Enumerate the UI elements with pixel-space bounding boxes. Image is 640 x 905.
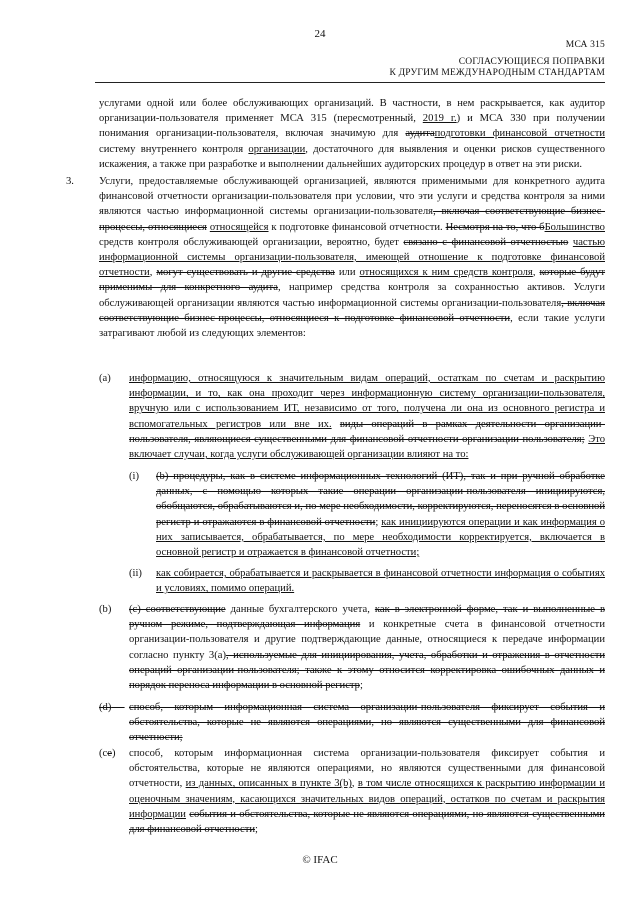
struck-text: аудита	[405, 128, 435, 140]
text-run: , например средства контроля за сохранностью активов. Услуги обслуживающей организации являются частью информационной системы организации-пользователя	[99, 282, 605, 309]
inserted-text: относящейся	[209, 221, 269, 233]
standard-code: МСА 315	[565, 40, 605, 50]
struck-text: способ, которым информационная система организации-пользователя фиксирует события и обстоятельства, которые не являются операциями, но являются существенными для финансовой отчетности;	[129, 702, 605, 744]
running-header	[389, 57, 605, 79]
paragraph-number: 3.	[66, 176, 74, 187]
struck-text: , используемые для инициирования, учета, обработки и отражения в отчетности операций организации-пользователя; также к этому относится корректировка ошибочных данных и порядок переноса информации в основной регистр	[129, 649, 605, 692]
sub-i-label: (i)	[129, 471, 139, 482]
page-number: 24	[314, 28, 326, 40]
item-a-text	[129, 371, 605, 462]
struck-text: ;	[581, 433, 585, 445]
inserted-text: подготовки финансовой отчетности	[434, 128, 605, 140]
text-run: , если такие услуги затрагивают любой из следующих элементов:	[99, 312, 605, 340]
text-run: , достаточного для выявления и оценки рисков существенного искажения, а также при разработке и выполнении дальнейших аудиторских процедур в ответ на эти риски.	[99, 143, 605, 170]
text-run	[332, 419, 340, 430]
text-run: систему внутреннего контроля	[99, 143, 249, 155]
text-run: к подготовке финансовой отчетности.	[268, 221, 446, 233]
text-run: ;	[255, 824, 258, 836]
struck-text: (b) процедуры, как в системе информационных технологий (ИТ), так и при ручной обработке данных, с помощью которых такие операции организации-пользователя инициируются, обобщаются, обрабатываются и, по мере необходимости, корректируются, переносятся в основной регистр и отражаются в финансовой отчетности	[156, 471, 605, 528]
item-d-label: (d) ---	[99, 702, 125, 713]
header-line-1: СОГЛАСУЮЩИЕСЯ ПОПРАВКИ	[458, 57, 605, 67]
item-b-text	[129, 602, 605, 693]
text-run: ;	[375, 516, 382, 528]
inserted-text: относящихся к ним средств контроля	[359, 267, 533, 279]
text-run: ,	[532, 267, 540, 279]
text-run: ,	[351, 778, 358, 790]
text-run: ) и МСА 330 при получении понимания организации-пользователя, включая значимую для	[99, 113, 605, 140]
header-line-2: К ДРУГИМ МЕЖДУНАРОДНЫМ СТАНДАРТАМ	[389, 68, 605, 78]
sub-ii-text	[156, 566, 605, 596]
struck-text: (c) соответствующие	[129, 604, 226, 615]
sub-ii-label: (ii)	[129, 568, 142, 579]
inserted-text: 2019 г.	[422, 113, 457, 125]
paragraph-3-text	[99, 174, 605, 341]
struck-text: события и обстоятельства, которые не являются операциями, но являются существенными для финансовой отчетности	[129, 808, 605, 836]
intro-paragraph	[99, 96, 605, 172]
struck-text: как в электронной форме, так и выполненные в ручном режиме, подтверждающая информация	[129, 604, 605, 631]
text-run: Услуги, предоставляемые обслуживающей организацией, являются применимыми для конкретного аудита финансовой отчетности организации-пользователя при условии, что эти услуги и средства контроля за ними являются частью информационной системы организации-пользователя	[99, 176, 605, 218]
inserted-text: Большинство	[544, 221, 605, 233]
item-d-text	[129, 700, 605, 746]
struck-text: Несмотря на то, что б	[445, 221, 545, 233]
copyright-footer: © IFAC	[302, 854, 338, 866]
struck-text: виды операций в рамках деятельности организации-пользователя, являющиеся существенными для финансовой отчетности организации-пользователя	[129, 418, 605, 445]
text-run: и конкретные счета в финансовой отчетности организации-пользователя и другие подтверждающие данные, относящиеся к передаче информации согласно пункту 3(a)	[129, 619, 605, 661]
struck-text: могут существовать и другие средства	[156, 267, 335, 279]
item-c-text	[129, 746, 605, 837]
struck-text: , включая соответствующие бизнес-процессы, относящиеся	[99, 206, 606, 233]
inserted-text: как инициируются операции и как информация о них записывается, обрабатывается, по мере необходимости корректируется, включается в основной регистр и отражается в финансовой отчетности;	[156, 516, 605, 559]
struck-text: связано с финансовой отчетностью	[403, 236, 569, 248]
inserted-text: частью информационной системы организации-пользователя, имеющей отношение к подготовке финансовой отчетности	[99, 236, 605, 279]
inserted-text: в том числе относящихся к раскрытию информации и оценочным значениям, касающихся значительных видов операций, остатков по счетам и раскрытия информации	[129, 778, 605, 820]
text-run: ,	[149, 267, 157, 279]
inserted-text: Это включает случаи, когда услуги обслуживающей организации влияют на то:	[129, 433, 605, 461]
text-run: или	[334, 267, 360, 279]
inserted-text: как собирается, обрабатывается и раскрывается в финансовой отчетности информация о событиях и условиях, помимо операций.	[156, 568, 605, 595]
item-c-label: (ce)	[99, 748, 116, 759]
text-run: способ, которым информационная система организации-пользователя фиксирует события и обстоятельства, которые не являются операциями, но являются существенными для финансовой отчетности,	[129, 748, 605, 790]
inserted-text: из данных, описанных в пункте 3(b)	[185, 778, 352, 790]
item-a-label: (a)	[99, 373, 111, 384]
text-run: данные бухгалтерского учета,	[225, 604, 375, 615]
struck-text: , включая соответствующие бизнес-процессы, относящиеся к подготовке финансовой отчетности	[99, 297, 605, 324]
text-run: услугами одной или более обслуживающих организаций. В частности, в нем раскрывается, как аудитор организации-пользователя применяет МСА 315 (пересмотренный,	[99, 98, 605, 125]
struck-text: которые будут применимы для конкретного аудита	[99, 267, 606, 294]
text-run: ;	[359, 680, 363, 692]
sub-i-text	[156, 469, 605, 560]
header-rule	[95, 82, 605, 83]
inserted-text: информацию, относящуюся к значительным видам операций, остаткам по счетам и раскрытию информации, и то, как она проходит через информационную систему организации-пользователя, вручную или с использованием ИТ, независимо от того, получена ли она из основного регистра и вспомогательных регистров или вне их.	[129, 373, 605, 430]
item-b-label: (b)	[99, 604, 112, 615]
inserted-text: организации	[248, 143, 306, 155]
text-run: средств контроля обслуживающей организации, вероятно, будет	[99, 236, 404, 248]
